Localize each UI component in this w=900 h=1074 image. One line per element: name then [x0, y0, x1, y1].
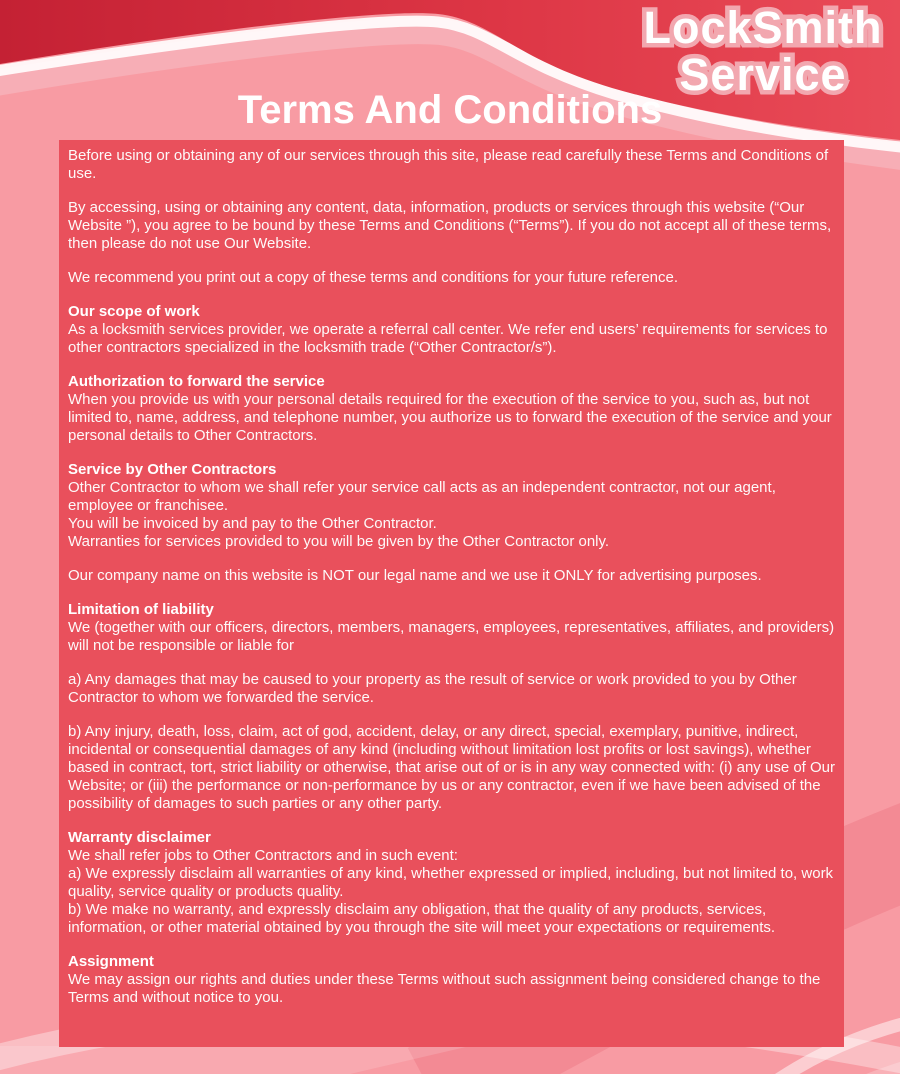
terms-paragraph: Warranties for services provided to you will be given by the Other Contractor only.	[68, 533, 610, 550]
page-title: Terms And Conditions	[237, 88, 663, 132]
terms-paragraph: We may assign our rights and duties under these Terms without such assignment being considered change to the Terms and without notice to you.	[68, 971, 821, 1006]
terms-paragraph: b) We make no warranty, and expressly disclaim any obligation, that the quality of any products, services, information, or other material obtained by you through the site will meet your expectations or requirements.	[68, 901, 776, 936]
terms-paragraph: Other Contractor to whom we shall refer your service call acts as an independent contractor, not our agent, employee or franchisee.	[68, 479, 776, 514]
site-logo	[638, 4, 888, 98]
spacer	[68, 445, 835, 461]
terms-paragraph: a) Any damages that may be caused to your property as the result of service or work provided to you by Other Contractor to whom we forwarded the service.	[68, 671, 797, 706]
spacer	[68, 585, 835, 601]
terms-heading: Limitation of liability	[68, 601, 214, 618]
terms-heading: Authorization to forward the service	[68, 373, 325, 390]
site-logo-line1: LockSmith	[643, 2, 883, 53]
terms-heading: Assignment	[68, 953, 154, 970]
terms-paragraph: By accessing, using or obtaining any content, data, information, products or services through this website (“Our Website ”), you agree to be bound by these Terms and Conditions (“Terms”). If you do not accept all of these terms, then please do not use Our Website.	[68, 199, 832, 252]
spacer	[68, 813, 835, 829]
terms-paragraph: We shall refer jobs to Other Contractors and in such event:	[68, 847, 458, 864]
terms-heading: Our scope of work	[68, 303, 200, 320]
site-logo-line2: Service	[679, 49, 847, 100]
terms-heading: Warranty disclaimer	[68, 829, 211, 846]
terms-paragraph: You will be invoiced by and pay to the Other Contractor.	[68, 515, 437, 532]
spacer	[68, 287, 835, 303]
terms-heading: Service by Other Contractors	[68, 461, 277, 478]
terms-paragraph: Our company name on this website is NOT our legal name and we use it ONLY for advertising purposes.	[68, 567, 762, 584]
terms-paragraph: We recommend you print out a copy of these terms and conditions for your future reference.	[68, 269, 679, 286]
terms-paragraph: When you provide us with your personal details required for the execution of the service to you, such as, but not limited to, name, address, and telephone number, you authorize us to forward the execution of the service and your personal details to Other Contractors.	[68, 391, 832, 444]
spacer	[68, 183, 835, 199]
terms-panel	[59, 140, 844, 1047]
terms-paragraph: Before using or obtaining any of our services through this site, please read carefully these Terms and Conditions of use.	[68, 147, 829, 182]
spacer	[68, 253, 835, 269]
spacer	[68, 655, 835, 671]
terms-paragraph: We (together with our officers, directors, members, managers, employees, representatives, affiliates, and providers) will not be responsible or liable for	[68, 619, 835, 654]
spacer	[68, 937, 835, 953]
terms-paragraph: b) Any injury, death, loss, claim, act of god, accident, delay, or any direct, special, exemplary, punitive, indirect, incidental or consequential damages of any kind (including without limitation lost profits or lost savings), whether based in contract, tort, strict liability or otherwise, that arise out of or is in any way connected with: (i) any use of Our Website; or (iii) the performance or non-performance by us or any contractor, even if we have been advised of the possibility of damages to such parties or any other party.	[68, 723, 836, 812]
terms-paragraph: a) We expressly disclaim all warranties of any kind, whether expressed or implied, including, but not limited to, work quality, service quality or products quality.	[68, 865, 834, 900]
spacer	[68, 707, 835, 723]
spacer	[68, 357, 835, 373]
terms-paragraph: As a locksmith services provider, we operate a referral call center. We refer end users’ requirements for services to other contractors specialized in the locksmith trade (“Other Contractor/s”).	[68, 321, 828, 356]
spacer	[68, 551, 835, 567]
